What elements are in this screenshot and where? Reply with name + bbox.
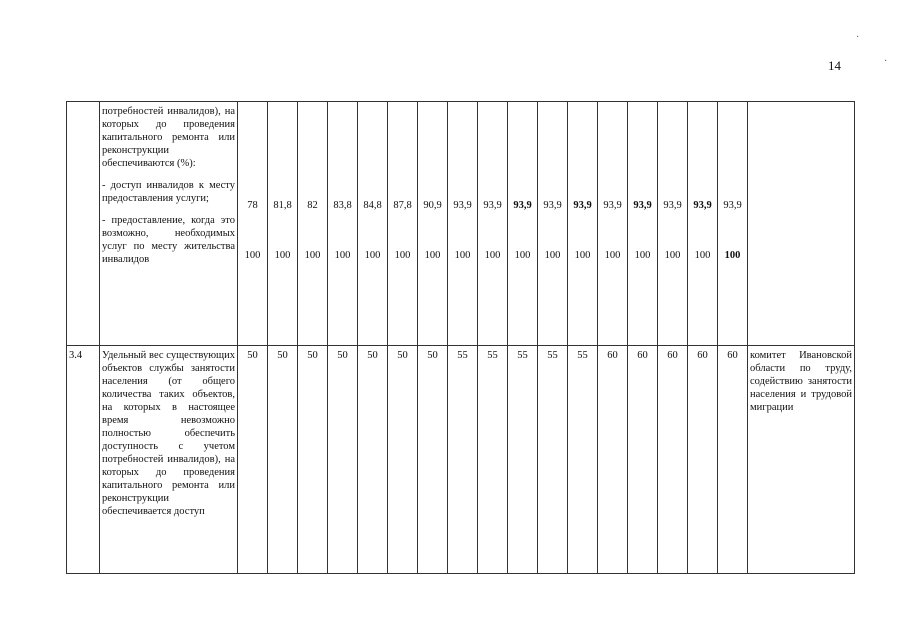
value-access: 93,9 bbox=[573, 200, 592, 211]
value-services: 100 bbox=[334, 250, 351, 261]
value-spacer bbox=[270, 212, 295, 249]
value-spacer bbox=[690, 212, 715, 249]
value-access: 93,9 bbox=[693, 200, 712, 211]
value-spacer bbox=[450, 105, 475, 199]
value-spacer bbox=[360, 212, 385, 249]
value-access: 82 bbox=[307, 200, 318, 211]
value-spacer bbox=[390, 105, 415, 199]
value-cell bbox=[508, 102, 538, 346]
description-cell: Удельный вес существующих объектов службы занятости населения (от общего количества таких объектов, на которых в настоящее время невозможно полностью обеспечить доступность с учетом потребностей инвалидов), на которых до проведения капитального ремонта или реконструкции обеспечивается доступ bbox=[100, 346, 238, 574]
value-services: 100 bbox=[274, 250, 291, 261]
value-access: 93,9 bbox=[603, 200, 622, 211]
value-spacer bbox=[570, 105, 595, 199]
value-services: 100 bbox=[514, 250, 531, 261]
value-cell: 60 bbox=[658, 346, 688, 574]
value-access: 93,9 bbox=[483, 200, 502, 211]
value-spacer bbox=[600, 105, 625, 199]
value-services: 100 bbox=[634, 250, 651, 261]
value-spacer bbox=[330, 105, 355, 199]
description-item-access: - доступ инвалидов к месту предоставления услуги; bbox=[102, 180, 235, 204]
value-cell: 50 bbox=[388, 346, 418, 574]
value-cell bbox=[478, 102, 508, 346]
value-cell: 55 bbox=[538, 346, 568, 574]
value-cell bbox=[358, 102, 388, 346]
value-cell: 50 bbox=[328, 346, 358, 574]
value-services: 100 bbox=[664, 250, 681, 261]
value-access: 84,8 bbox=[363, 200, 382, 211]
table-row-3-4 bbox=[67, 346, 855, 574]
value-spacer bbox=[630, 212, 655, 249]
value-access: 93,9 bbox=[723, 200, 742, 211]
indicators-table bbox=[66, 101, 855, 574]
value-spacer bbox=[660, 105, 685, 199]
value-spacer bbox=[720, 212, 745, 249]
page-number: 14 bbox=[828, 58, 841, 73]
value-spacer bbox=[300, 105, 325, 199]
value-cell: 50 bbox=[268, 346, 298, 574]
value-cell: 50 bbox=[358, 346, 388, 574]
value-access: 81,8 bbox=[273, 200, 292, 211]
value-spacer bbox=[540, 105, 565, 199]
value-cell bbox=[448, 102, 478, 346]
value-spacer bbox=[360, 105, 385, 199]
value-cell: 55 bbox=[568, 346, 598, 574]
value-services: 100 bbox=[424, 250, 441, 261]
table-row-continuation bbox=[67, 102, 855, 346]
value-cell bbox=[538, 102, 568, 346]
value-cell bbox=[388, 102, 418, 346]
value-cell: 50 bbox=[238, 346, 268, 574]
value-access: 93,9 bbox=[633, 200, 652, 211]
value-spacer bbox=[570, 212, 595, 249]
value-cell: 60 bbox=[628, 346, 658, 574]
value-spacer bbox=[330, 212, 355, 249]
value-spacer bbox=[690, 105, 715, 199]
value-services: 100 bbox=[484, 250, 501, 261]
value-access: 93,9 bbox=[543, 200, 562, 211]
value-spacer bbox=[510, 212, 535, 249]
value-spacer bbox=[270, 105, 295, 199]
value-services: 100 bbox=[454, 250, 471, 261]
value-access: 93,9 bbox=[513, 200, 532, 211]
value-cell bbox=[598, 102, 628, 346]
value-cell bbox=[268, 102, 298, 346]
responsible-cell: комитет Ивановской области по труду, содействию занятости населения и трудовой миграции bbox=[748, 346, 855, 574]
value-spacer bbox=[540, 212, 565, 249]
value-access: 93,9 bbox=[663, 200, 682, 211]
value-spacer bbox=[600, 212, 625, 249]
scan-speck: · bbox=[856, 32, 860, 43]
value-services: 100 bbox=[544, 250, 561, 261]
value-cell: 55 bbox=[508, 346, 538, 574]
value-spacer bbox=[480, 105, 505, 199]
value-services: 100 bbox=[304, 250, 321, 261]
value-cell bbox=[328, 102, 358, 346]
value-cell: 60 bbox=[598, 346, 628, 574]
value-spacer bbox=[720, 105, 745, 199]
value-cell: 55 bbox=[478, 346, 508, 574]
index-cell: 3.4 bbox=[67, 346, 100, 574]
value-cell bbox=[238, 102, 268, 346]
value-spacer bbox=[240, 105, 265, 199]
value-spacer bbox=[420, 105, 445, 199]
value-services: 100 bbox=[574, 250, 591, 261]
description-intro: потребностей инвалидов), на которых до проведения капитального ремонта или реконструкции обеспечиваются (%): bbox=[102, 106, 235, 169]
value-cell bbox=[418, 102, 448, 346]
value-services: 100 bbox=[364, 250, 381, 261]
scan-speck: · bbox=[884, 56, 888, 67]
description-cell bbox=[100, 102, 238, 346]
value-cell: 60 bbox=[718, 346, 748, 574]
value-spacer bbox=[300, 212, 325, 249]
value-spacer bbox=[390, 212, 415, 249]
value-cell bbox=[718, 102, 748, 346]
index-cell bbox=[67, 102, 100, 346]
value-cell bbox=[628, 102, 658, 346]
value-access: 83,8 bbox=[333, 200, 352, 211]
value-services: 100 bbox=[694, 250, 711, 261]
value-access: 93,9 bbox=[453, 200, 472, 211]
value-spacer bbox=[510, 105, 535, 199]
value-services: 100 bbox=[394, 250, 411, 261]
responsible-cell bbox=[748, 102, 855, 346]
value-services: 100 bbox=[724, 250, 741, 261]
description-item-services: - предоставление, когда это возможно, необходимых услуг по месту жительства инвалидов bbox=[102, 215, 235, 265]
value-cell: 55 bbox=[448, 346, 478, 574]
value-spacer bbox=[630, 105, 655, 199]
value-spacer bbox=[450, 212, 475, 249]
value-spacer bbox=[420, 212, 445, 249]
value-cell: 50 bbox=[418, 346, 448, 574]
value-cell bbox=[298, 102, 328, 346]
value-spacer bbox=[240, 212, 265, 249]
value-access: 90,9 bbox=[423, 200, 442, 211]
value-cell bbox=[568, 102, 598, 346]
value-access: 87,8 bbox=[393, 200, 412, 211]
value-spacer bbox=[480, 212, 505, 249]
value-cell: 50 bbox=[298, 346, 328, 574]
value-cell: 60 bbox=[688, 346, 718, 574]
value-services: 100 bbox=[244, 250, 261, 261]
value-access: 78 bbox=[247, 200, 258, 211]
value-cell bbox=[688, 102, 718, 346]
value-spacer bbox=[660, 212, 685, 249]
value-services: 100 bbox=[604, 250, 621, 261]
value-cell bbox=[658, 102, 688, 346]
